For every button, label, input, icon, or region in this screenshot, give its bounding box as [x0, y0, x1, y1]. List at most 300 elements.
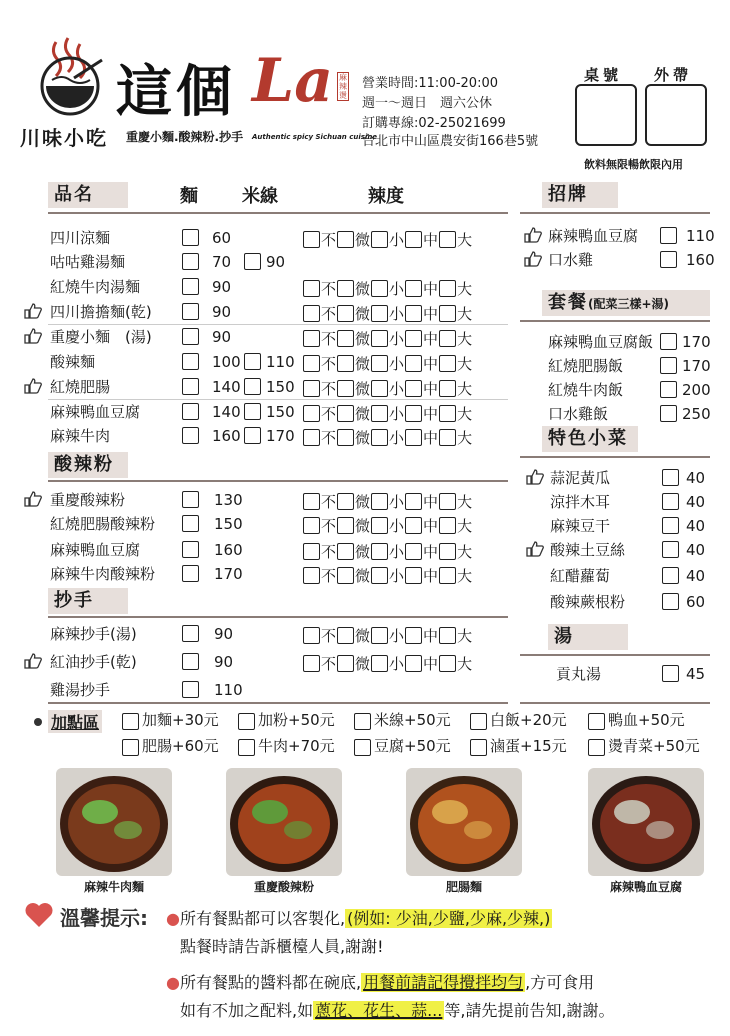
spice-level-label: 小	[389, 280, 405, 298]
rice-noodle-price: 150	[266, 378, 295, 396]
menu-item-name: 麻辣豆干	[550, 517, 611, 535]
dish-photo	[226, 768, 342, 876]
spice-checkbox[interactable]	[405, 429, 422, 446]
item-price: 40	[686, 493, 706, 511]
item-checkbox[interactable]	[660, 405, 677, 422]
item-checkbox[interactable]	[660, 381, 677, 398]
spice-checkbox[interactable]	[371, 627, 388, 644]
spice-checkbox[interactable]	[371, 305, 388, 322]
spice-checkbox[interactable]	[405, 655, 422, 672]
item-checkbox[interactable]	[662, 493, 679, 510]
item-price: 110	[214, 681, 243, 699]
menu-item-name: 四川擔擔麵(乾)	[50, 303, 152, 321]
spice-checkbox[interactable]	[371, 429, 388, 446]
address-text: 台北市中山區農安街166巷5號	[362, 134, 539, 149]
addon-label: 豆腐+50元	[374, 737, 451, 755]
dish-photo	[406, 768, 522, 876]
spice-level-label: 大	[457, 517, 473, 535]
spice-selector	[302, 353, 472, 374]
brand-seal: 麻辣燙	[339, 73, 347, 100]
spice-checkbox[interactable]	[405, 493, 422, 510]
menu-item-name: 麻辣鴨血豆腐飯	[548, 333, 654, 351]
divider	[48, 324, 508, 325]
spice-level-label: 微	[355, 330, 371, 348]
spice-level-label: 中	[423, 355, 439, 373]
spice-checkbox[interactable]	[303, 543, 320, 560]
spice-level-label: 小	[389, 517, 405, 535]
spice-checkbox[interactable]	[303, 517, 320, 534]
spice-level-label: 微	[355, 567, 371, 585]
spice-checkbox[interactable]	[439, 429, 456, 446]
thumbs-up-icon	[526, 541, 544, 557]
rice-noodle-checkbox[interactable]	[244, 403, 261, 420]
item-price: 150	[214, 515, 243, 533]
item-checkbox[interactable]	[660, 227, 677, 244]
spice-selector	[302, 427, 472, 448]
spice-checkbox[interactable]	[337, 517, 354, 534]
spice-checkbox[interactable]	[405, 517, 422, 534]
rice-noodle-checkbox[interactable]	[244, 253, 261, 270]
spice-level-label: 微	[355, 655, 371, 673]
hours-text: 營業時間:11:00-20:00	[362, 76, 498, 91]
spice-checkbox[interactable]	[337, 330, 354, 347]
spice-checkbox[interactable]	[405, 543, 422, 560]
item-checkbox[interactable]	[660, 251, 677, 268]
spice-level-label: 不	[321, 280, 337, 298]
rice-noodle-price: 150	[266, 403, 295, 421]
spice-selector	[302, 541, 472, 562]
spice-checkbox[interactable]	[337, 429, 354, 446]
spice-checkbox[interactable]	[337, 231, 354, 248]
spice-level-label: 大	[457, 231, 473, 249]
spice-level-label: 小	[389, 655, 405, 673]
spice-checkbox[interactable]	[405, 355, 422, 372]
spice-checkbox[interactable]	[303, 355, 320, 372]
item-checkbox[interactable]	[660, 357, 677, 374]
spice-level-label: 微	[355, 543, 371, 561]
addons-title: 加點區	[48, 710, 102, 733]
spice-level-label: 中	[423, 280, 439, 298]
item-checkbox[interactable]	[182, 541, 199, 558]
dish-caption: 麻辣鴨血豆腐	[609, 880, 682, 894]
spice-level-label: 大	[457, 655, 473, 673]
spice-selector	[302, 491, 472, 512]
spice-level-label: 微	[355, 405, 371, 423]
thumbs-up-icon	[24, 378, 42, 394]
spice-checkbox[interactable]	[439, 627, 456, 644]
noodle-checkbox[interactable]	[182, 328, 199, 345]
noodle-price: 160	[212, 427, 241, 445]
spice-level-label: 大	[457, 429, 473, 447]
spice-checkbox[interactable]	[303, 380, 320, 397]
spice-checkbox[interactable]	[405, 280, 422, 297]
brand-name: 這個	[116, 59, 236, 125]
spice-checkbox[interactable]	[337, 380, 354, 397]
noodle-price: 100	[212, 353, 241, 371]
spice-level-label: 不	[321, 627, 337, 645]
item-checkbox[interactable]	[662, 665, 679, 682]
divider	[520, 654, 710, 656]
dish-caption: 麻辣牛肉麵	[83, 880, 144, 894]
divider	[48, 212, 508, 214]
spice-level-label: 微	[355, 355, 371, 373]
dish-photo	[56, 768, 172, 876]
spice-level-label: 中	[423, 543, 439, 561]
item-checkbox[interactable]	[182, 565, 199, 582]
spice-checkbox[interactable]	[303, 231, 320, 248]
spice-level-label: 小	[389, 305, 405, 323]
thumbs-up-icon	[24, 653, 42, 669]
spice-checkbox[interactable]	[439, 543, 456, 560]
spice-level-label: 中	[423, 655, 439, 673]
dish-caption: 重慶酸辣粉	[253, 880, 314, 894]
noodle-checkbox[interactable]	[182, 278, 199, 295]
section-wonton: 抄手	[48, 588, 128, 614]
menu-item-name: 紅燒牛肉飯	[548, 381, 624, 399]
notice-line-3b: 用餐前請記得攪拌均勻	[363, 973, 524, 992]
addon-label: 加粉+50元	[258, 711, 335, 729]
spice-checkbox[interactable]	[371, 493, 388, 510]
menu-item-name: 紅燒肥腸酸辣粉	[50, 515, 156, 533]
spice-level-label: 中	[423, 627, 439, 645]
addon-checkbox[interactable]	[122, 713, 139, 730]
spice-level-label: 不	[321, 493, 337, 511]
item-checkbox[interactable]	[182, 681, 199, 698]
spice-checkbox[interactable]	[337, 543, 354, 560]
spice-selector	[302, 515, 472, 536]
spice-checkbox[interactable]	[303, 330, 320, 347]
rice-noodle-checkbox[interactable]	[244, 353, 261, 370]
spice-level-label: 小	[389, 627, 405, 645]
spice-level-label: 微	[355, 493, 371, 511]
menu-item-name: 麻辣鴨血豆腐	[50, 541, 141, 559]
header-item: 品名	[48, 182, 128, 208]
spice-checkbox[interactable]	[371, 380, 388, 397]
spice-level-label: 小	[389, 355, 405, 373]
spice-level-label: 微	[355, 517, 371, 535]
spice-checkbox[interactable]	[405, 380, 422, 397]
spice-checkbox[interactable]	[439, 305, 456, 322]
spice-checkbox[interactable]	[371, 543, 388, 560]
item-price: 130	[214, 491, 243, 509]
spice-checkbox[interactable]	[371, 330, 388, 347]
spice-level-label: 不	[321, 330, 337, 348]
thumbs-up-icon	[524, 251, 542, 267]
thumbs-up-icon	[24, 491, 42, 507]
item-price: 60	[686, 593, 706, 611]
addon-checkbox[interactable]	[238, 713, 255, 730]
spice-checkbox[interactable]	[337, 627, 354, 644]
spice-level-label: 微	[355, 380, 371, 398]
spice-checkbox[interactable]	[405, 305, 422, 322]
spice-checkbox[interactable]	[337, 355, 354, 372]
menu-item-name: 涼拌木耳	[550, 493, 611, 511]
spice-level-label: 大	[457, 330, 473, 348]
spice-level-label: 中	[423, 517, 439, 535]
menu-item-name: 蒜泥黃瓜	[550, 469, 611, 487]
spice-checkbox[interactable]	[439, 330, 456, 347]
spice-checkbox[interactable]	[405, 627, 422, 644]
noodle-checkbox[interactable]	[182, 253, 199, 270]
menu-item-name: 咕咕雞湯麵	[50, 253, 126, 271]
spice-checkbox[interactable]	[439, 231, 456, 248]
menu-item-name: 重慶小麵 (湯)	[50, 328, 152, 346]
spice-level-label: 大	[457, 493, 473, 511]
divider	[520, 320, 710, 322]
item-checkbox[interactable]	[182, 491, 199, 508]
section-soup: 湯	[548, 624, 628, 650]
addon-label: 白飯+20元	[490, 711, 567, 729]
days-text: 週一～週日 週六公休	[362, 96, 493, 111]
spice-checkbox[interactable]	[371, 231, 388, 248]
noodle-price: 140	[212, 403, 241, 421]
spice-checkbox[interactable]	[303, 493, 320, 510]
noodle-price: 90	[212, 328, 232, 346]
item-checkbox[interactable]	[662, 517, 679, 534]
addon-checkbox[interactable]	[238, 739, 255, 756]
spice-level-label: 小	[389, 380, 405, 398]
menu-item-name: 紅醋蘿蔔	[550, 567, 611, 585]
menu-item-name: 酸辣蕨根粉	[550, 593, 626, 611]
menu-item-name: 麻辣牛肉酸辣粉	[50, 565, 156, 583]
section-set-meals	[542, 290, 710, 316]
spice-checkbox[interactable]	[439, 655, 456, 672]
notice-line-3a: 所有餐點的醬料都在碗底,	[179, 973, 362, 992]
addon-label: 燙青菜+50元	[608, 737, 700, 755]
spice-level-label: 微	[355, 231, 371, 249]
spice-checkbox[interactable]	[303, 429, 320, 446]
notice-line-1: ●所有餐點都可以客製化, (例如: 少油,少鹽,少麻,少辣,)	[166, 909, 551, 928]
spice-checkbox[interactable]	[439, 517, 456, 534]
addon-checkbox[interactable]	[470, 713, 487, 730]
spice-checkbox[interactable]	[303, 655, 320, 672]
addon-checkbox[interactable]	[470, 739, 487, 756]
notice-line-4c: 等,請先提前告知,謝謝。	[444, 1001, 615, 1020]
spice-level-label: 微	[355, 280, 371, 298]
item-checkbox[interactable]	[182, 653, 199, 670]
spice-checkbox[interactable]	[371, 355, 388, 372]
spice-level-label: 中	[423, 567, 439, 585]
item-price: 40	[686, 541, 706, 559]
notice-line-3c: ,方可食用	[525, 973, 595, 992]
noodle-checkbox[interactable]	[182, 353, 199, 370]
addon-label: 加麵+30元	[142, 711, 219, 729]
menu-item-name: 口水雞飯	[548, 405, 609, 423]
item-price: 40	[686, 517, 706, 535]
item-price: 170	[682, 357, 711, 375]
menu-item-name: 四川涼麵	[50, 229, 111, 247]
noodle-price: 90	[212, 303, 232, 321]
menu-item-name: 麻辣抄手(湯)	[50, 625, 137, 643]
spice-level-label: 不	[321, 355, 337, 373]
spice-level-label: 不	[321, 305, 337, 323]
spice-checkbox[interactable]	[405, 330, 422, 347]
spice-checkbox[interactable]	[303, 627, 320, 644]
spice-selector	[302, 625, 472, 646]
item-checkbox[interactable]	[662, 469, 679, 486]
divider	[520, 456, 710, 458]
noodle-checkbox[interactable]	[182, 427, 199, 444]
noodle-checkbox[interactable]	[182, 229, 199, 246]
spice-checkbox[interactable]	[439, 355, 456, 372]
takeout-box[interactable]	[645, 84, 707, 146]
spice-checkbox[interactable]	[337, 280, 354, 297]
spice-level-label: 不	[321, 567, 337, 585]
notice-title: 溫馨提示:	[60, 906, 148, 930]
spice-checkbox[interactable]	[439, 380, 456, 397]
spice-checkbox[interactable]	[303, 567, 320, 584]
spice-checkbox[interactable]	[337, 405, 354, 422]
item-checkbox[interactable]	[662, 567, 679, 584]
spice-checkbox[interactable]	[439, 405, 456, 422]
spice-level-label: 中	[423, 231, 439, 249]
spice-level-label: 小	[389, 231, 405, 249]
dish-caption: 肥腸麵	[445, 880, 482, 894]
phone-text: 訂購專線:02-25021699	[362, 116, 506, 131]
spice-checkbox[interactable]	[439, 280, 456, 297]
spice-checkbox[interactable]	[405, 567, 422, 584]
drink-note: 飲料無限暢飲限內用	[584, 158, 683, 171]
spice-level-label: 小	[389, 405, 405, 423]
item-price: 250	[682, 405, 711, 423]
addon-checkbox[interactable]	[354, 713, 371, 730]
spice-checkbox[interactable]	[337, 305, 354, 322]
menu-item-name: 麻辣鴨血豆腐	[50, 403, 141, 421]
spice-checkbox[interactable]	[439, 567, 456, 584]
item-checkbox[interactable]	[662, 541, 679, 558]
spice-level-label: 不	[321, 405, 337, 423]
spice-level-label: 大	[457, 543, 473, 561]
rice-noodle-price: 90	[266, 253, 286, 271]
addon-checkbox[interactable]	[588, 713, 605, 730]
spice-level-label: 大	[457, 280, 473, 298]
spice-level-label: 小	[389, 330, 405, 348]
takeout-label: 外帶	[654, 66, 693, 84]
addon-label: 滷蛋+15元	[490, 737, 567, 755]
rice-noodle-checkbox[interactable]	[244, 427, 261, 444]
divider	[48, 702, 508, 704]
spice-checkbox[interactable]	[303, 405, 320, 422]
spice-level-label: 大	[457, 305, 473, 323]
notice-line-1b: (例如: 少油,少鹽,少麻,少辣,)	[347, 909, 551, 928]
item-checkbox[interactable]	[182, 515, 199, 532]
notice-line-4a: 如有不加之配料,如	[180, 1001, 314, 1020]
spice-checkbox[interactable]	[371, 655, 388, 672]
item-price: 45	[686, 665, 706, 683]
spice-selector	[302, 653, 472, 674]
spice-level-label: 小	[389, 543, 405, 561]
divider	[520, 212, 710, 214]
spice-checkbox[interactable]	[405, 231, 422, 248]
notice-line-4b: 蔥花、花生、蒜...	[315, 1001, 443, 1020]
spice-selector	[302, 278, 472, 299]
spice-level-label: 不	[321, 543, 337, 561]
menu-item-name: 酸辣土豆絲	[550, 541, 626, 559]
rice-noodle-checkbox[interactable]	[244, 378, 261, 395]
item-price: 90	[214, 625, 234, 643]
spice-checkbox[interactable]	[371, 567, 388, 584]
spice-checkbox[interactable]	[303, 280, 320, 297]
rice-noodle-price: 170	[266, 427, 295, 445]
menu-item-name: 紅油抄手(乾)	[50, 653, 137, 671]
menu-item-name: 雞湯抄手	[50, 681, 111, 699]
spice-level-label: 不	[321, 380, 337, 398]
brand-tagline-en: Authentic spicy Sichuan cuisine	[252, 133, 378, 141]
menu-item-name: 麻辣牛肉	[50, 427, 111, 445]
item-checkbox[interactable]	[182, 625, 199, 642]
spice-level-label: 中	[423, 405, 439, 423]
noodle-checkbox[interactable]	[182, 403, 199, 420]
spice-selector	[302, 328, 472, 349]
menu-item-name: 酸辣麵	[50, 353, 96, 371]
spice-selector	[302, 378, 472, 399]
noodle-checkbox[interactable]	[182, 303, 199, 320]
section-signature: 招牌	[542, 182, 618, 208]
item-checkbox[interactable]	[660, 333, 677, 350]
divider	[48, 616, 508, 618]
spice-checkbox[interactable]	[303, 305, 320, 322]
spice-checkbox[interactable]	[371, 280, 388, 297]
set-meals-note: (配菜三樣+湯)	[588, 297, 670, 311]
addon-label: 米線+50元	[374, 711, 451, 729]
spice-level-label: 小	[389, 493, 405, 511]
thumbs-up-icon	[526, 469, 544, 485]
spice-level-label: 不	[321, 517, 337, 535]
spice-checkbox[interactable]	[405, 405, 422, 422]
item-price: 160	[686, 251, 715, 269]
item-price: 160	[214, 541, 243, 559]
heart-icon	[24, 902, 54, 932]
spice-checkbox[interactable]	[337, 567, 354, 584]
spice-checkbox[interactable]	[337, 655, 354, 672]
noodle-checkbox[interactable]	[182, 378, 199, 395]
item-price: 170	[214, 565, 243, 583]
spice-level-label: 大	[457, 380, 473, 398]
addon-checkbox[interactable]	[588, 739, 605, 756]
header-spice: 辣度	[368, 186, 404, 207]
spice-selector	[302, 229, 472, 250]
spice-level-label: 不	[321, 429, 337, 447]
noodle-price: 90	[212, 278, 232, 296]
section-sour-spicy: 酸辣粉	[48, 452, 128, 478]
menu-item-name: 口水雞	[548, 251, 594, 269]
spice-checkbox[interactable]	[371, 517, 388, 534]
menu-item-name: 貢丸湯	[556, 665, 602, 683]
notice-line-3: ●所有餐點的醬料都在碗底, 用餐前請記得攪拌均勻 ,方可食用	[166, 973, 595, 992]
spice-checkbox[interactable]	[439, 493, 456, 510]
spice-level-label: 不	[321, 231, 337, 249]
bullet-dot	[34, 718, 42, 726]
item-checkbox[interactable]	[662, 593, 679, 610]
spice-checkbox[interactable]	[371, 405, 388, 422]
table-number-box[interactable]	[575, 84, 637, 146]
set-meals-title: 套餐	[548, 292, 588, 313]
addon-checkbox[interactable]	[122, 739, 139, 756]
spice-checkbox[interactable]	[337, 493, 354, 510]
notice-line-4	[180, 998, 615, 1021]
spice-level-label: 大	[457, 567, 473, 585]
menu-item-name: 麻辣鴨血豆腐	[548, 227, 639, 245]
item-price: 40	[686, 567, 706, 585]
spice-level-label: 中	[423, 493, 439, 511]
divider	[520, 702, 710, 704]
brand-tagline-sub: 重慶小麵.酸辣粉.抄手	[126, 130, 244, 144]
notice-line-1a: 所有餐點都可以客製化,	[179, 909, 346, 928]
noodle-price: 60	[212, 229, 232, 247]
addon-label: 鴨血+50元	[608, 711, 685, 729]
menu-item-name: 紅燒肥腸	[50, 378, 111, 396]
addon-checkbox[interactable]	[354, 739, 371, 756]
